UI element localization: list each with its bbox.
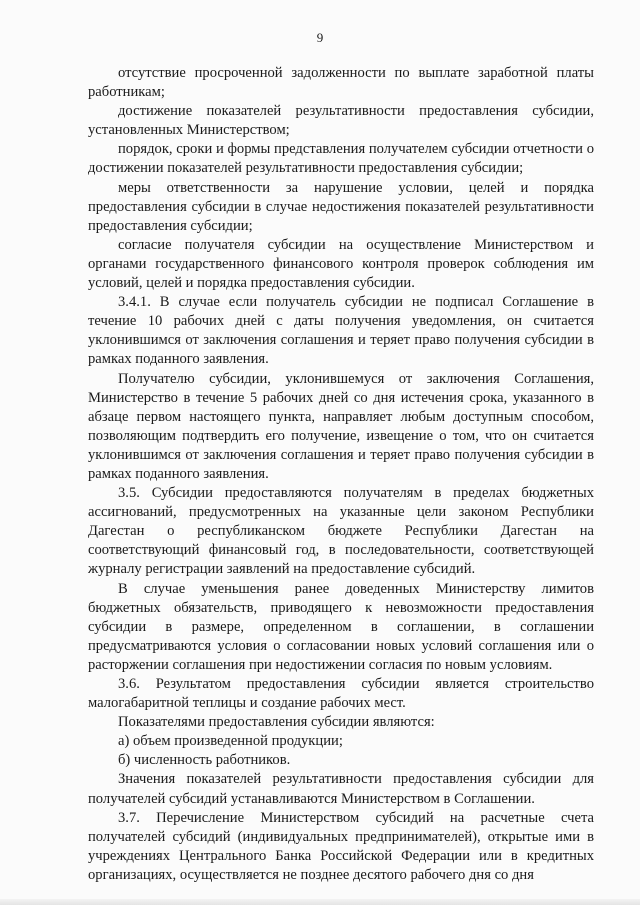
list-item: а) объем произведенной продукции;	[118, 733, 343, 750]
paragraph: согласие получателя субсидии на осуществление Министерством и органами государственного финансового контроля проверок соблюдения им условий, целей и порядка предоставления субсидии.	[88, 236, 594, 292]
list-item: б) численность работников.	[118, 752, 291, 769]
paragraph: отсутствие просроченной задолженности по выплате заработной платы работникам;	[88, 65, 594, 101]
document-body	[88, 64, 594, 885]
paragraph: 3.4.1. В случае если получатель субсидии не подписал Соглашение в течение 10 рабочих дней с даты получения уведомления, он считается уклонившимся от заключения соглашения и теряет право получения субсидии в рамках поданного заявления.	[88, 294, 594, 368]
scan-bottom-edge	[0, 899, 640, 905]
paragraph: В случае уменьшения ранее доведенных Министерству лимитов бюджетных обязательств, приводящего к невозможности предоставления субсидии в размере, определенном в соглашении, в соглашении предусматриваются условия о согласовании новых условий соглашения или о расторжении соглашения при недостижении согласия по новым условиям.	[88, 580, 594, 673]
paragraph: 3.7. Перечисление Министерством субсидий на расчетные счета получателей субсидий (индивидуальных предпринимателей), открытые ими в учреждениях Центрального Банка Российской Федерации или в кредитных организациях, осуществляется не позднее десятого рабочего дня со дня	[88, 809, 594, 883]
paragraph: 3.5. Субсидии предоставляются получателям в пределах бюджетных ассигнований, предусмотренных на указанные цели законом Республики Дагестан о республиканском бюджете Республики Дагестан на соответствующий финансовый год, в последовательности, соответствующей журналу регистрации заявлений на предоставление субсидий.	[88, 485, 594, 578]
paragraph: 3.6. Результатом предоставления субсидии является строительство малогабаритной теплицы и создание рабочих мест.	[88, 676, 594, 712]
paragraph: Значения показателей результативности предоставления субсидии для получателей субсидий устанавливаются Министерством в Соглашении.	[88, 771, 594, 807]
paragraph: Получателю субсидии, уклонившемуся от заключения Соглашения, Министерство в течение 5 рабочих дней со дня истечения срока, указанного в абзаце первом настоящего пункта, направляет любым доступным способом, позволяющим подтвердить его получение, извещение о том, что он считается уклонившимся от заключения соглашения и теряет право получения субсидии в рамках поданного заявления.	[88, 370, 594, 482]
page-number: 9	[316, 30, 324, 45]
paragraph: Показателями предоставления субсидии являются:	[118, 714, 435, 731]
paragraph: порядок, сроки и формы представления получателем субсидии отчетности о достижении показателей результативности предоставления субсидии;	[88, 141, 594, 177]
paragraph: меры ответственности за нарушение условии, целей и порядка предоставления субсидии в случае недостижения показателей результативности предоставления субсидии;	[88, 179, 594, 234]
paragraph: достижение показателей результативности предоставления субсидии, установленных Министерством;	[88, 103, 594, 139]
